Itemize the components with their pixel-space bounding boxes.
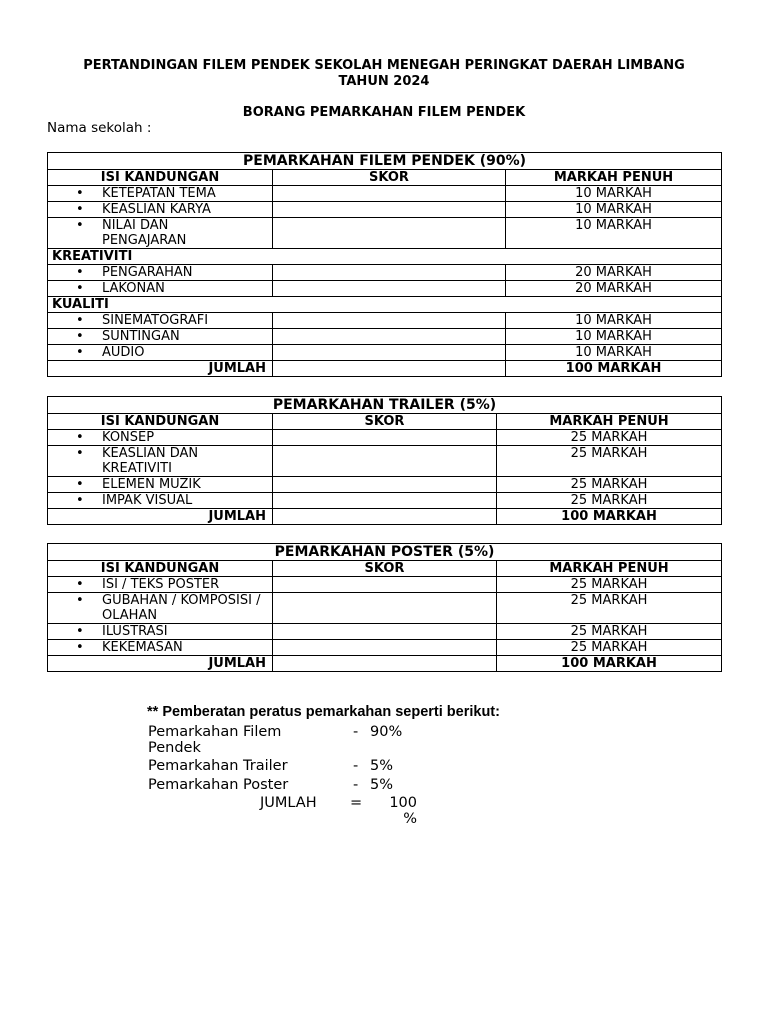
full-mark: 25 MARKAH xyxy=(497,430,722,446)
trailer-table xyxy=(47,396,722,525)
full-mark: 10 MARKAH xyxy=(506,218,722,249)
criterion-name: KEASLIAN DAN KREATIVITI xyxy=(102,446,199,476)
poster-table xyxy=(47,543,722,672)
weight-total-value: 100 % xyxy=(389,795,417,827)
bullet-icon: • xyxy=(76,624,84,639)
full-mark: 25 MARKAH xyxy=(497,593,722,624)
document-title xyxy=(40,58,728,90)
table-row xyxy=(48,624,722,640)
bullet-icon: • xyxy=(76,446,84,461)
table-row xyxy=(48,329,722,345)
criterion-name: KONSEP xyxy=(102,430,155,445)
bullet-icon: • xyxy=(76,186,84,201)
bullet-icon: • xyxy=(76,593,84,608)
total-mark: 100 MARKAH xyxy=(497,656,722,672)
weight-total-equals: = xyxy=(350,795,363,811)
column-header-markah: MARKAH PENUH xyxy=(497,561,722,577)
column-header-skor: SKOR xyxy=(273,414,497,430)
criterion-name: ELEMEN MUZIK xyxy=(102,477,201,492)
score-cell[interactable] xyxy=(273,477,497,493)
table-row xyxy=(48,313,722,329)
column-header-isi: ISI KANDUNGAN xyxy=(48,170,273,186)
bullet-icon: • xyxy=(76,313,84,328)
score-cell[interactable] xyxy=(273,329,506,345)
weight-label: Pemarkahan Trailer xyxy=(148,758,288,774)
weight-label: Pemarkahan Poster xyxy=(148,777,289,793)
criterion-name: PENGARAHAN xyxy=(102,265,193,280)
score-cell[interactable] xyxy=(273,313,506,329)
weight-separator: - xyxy=(353,758,359,774)
full-mark: 25 MARKAH xyxy=(497,477,722,493)
column-header-skor: SKOR xyxy=(273,561,497,577)
table-row xyxy=(48,493,722,509)
bullet-icon: • xyxy=(76,202,84,217)
table-row xyxy=(48,430,722,446)
table-row xyxy=(48,218,722,249)
weight-total xyxy=(260,795,417,827)
full-mark: 10 MARKAH xyxy=(506,329,722,345)
column-header-skor: SKOR xyxy=(273,170,506,186)
score-cell[interactable] xyxy=(273,202,506,218)
score-cell[interactable] xyxy=(273,624,497,640)
weight-total-label: JUMLAH xyxy=(260,795,317,811)
criterion-name: SINEMATOGRAFI xyxy=(102,313,209,328)
criterion-name: SUNTINGAN xyxy=(102,329,180,344)
full-mark: 20 MARKAH xyxy=(506,281,722,297)
full-mark: 25 MARKAH xyxy=(497,624,722,640)
total-score-cell[interactable] xyxy=(273,656,497,672)
bullet-icon: • xyxy=(76,493,84,508)
bullet-icon: • xyxy=(76,477,84,492)
total-mark: 100 MARKAH xyxy=(497,509,722,525)
table-row xyxy=(48,281,722,297)
full-mark: 10 MARKAH xyxy=(506,345,722,361)
criterion-name: ILUSTRASI xyxy=(102,624,168,639)
table-row xyxy=(48,640,722,656)
criterion-name: GUBAHAN / KOMPOSISI / OLAHAN xyxy=(102,593,261,623)
score-cell[interactable] xyxy=(273,281,506,297)
score-cell[interactable] xyxy=(273,218,506,249)
total-label: JUMLAH xyxy=(48,509,273,525)
document-subtitle: BORANG PEMARKAHAN FILEM PENDEK xyxy=(242,105,526,120)
table-row xyxy=(48,202,722,218)
section-label-kualiti: KUALITI xyxy=(48,297,722,313)
score-cell[interactable] xyxy=(273,430,497,446)
section-label-kreativiti: KREATIVITI xyxy=(48,249,722,265)
weight-value: 90% xyxy=(370,724,403,740)
criterion-name: NILAI DAN PENGAJARAN xyxy=(102,218,187,248)
column-header-isi: ISI KANDUNGAN xyxy=(48,561,273,577)
table-caption: PEMARKAHAN POSTER (5%) xyxy=(48,544,722,561)
criterion-name: KEKEMASAN xyxy=(102,640,183,655)
table-row xyxy=(48,593,722,624)
title-line-2: TAHUN 2024 xyxy=(338,74,430,89)
total-mark: 100 MARKAH xyxy=(506,361,722,377)
full-mark: 25 MARKAH xyxy=(497,577,722,593)
bullet-icon: • xyxy=(76,281,84,296)
full-mark: 25 MARKAH xyxy=(497,446,722,477)
weight-separator: - xyxy=(353,777,359,793)
full-mark: 10 MARKAH xyxy=(506,313,722,329)
criterion-name: KEASLIAN KARYA xyxy=(102,202,211,217)
score-cell[interactable] xyxy=(273,640,497,656)
score-cell[interactable] xyxy=(273,577,497,593)
criterion-name: AUDIO xyxy=(102,345,145,360)
full-mark: 10 MARKAH xyxy=(506,202,722,218)
bullet-icon: • xyxy=(76,265,84,280)
column-header-isi: ISI KANDUNGAN xyxy=(48,414,273,430)
full-mark: 10 MARKAH xyxy=(506,186,722,202)
criterion-name: ISI / TEKS POSTER xyxy=(102,577,220,592)
table-caption: PEMARKAHAN FILEM PENDEK (90%) xyxy=(48,153,722,170)
weight-label: Pemarkahan Filem Pendek xyxy=(148,724,282,756)
total-score-cell[interactable] xyxy=(273,509,497,525)
bullet-icon: • xyxy=(76,640,84,655)
score-cell[interactable] xyxy=(273,493,497,509)
score-cell[interactable] xyxy=(273,265,506,281)
bullet-icon: • xyxy=(76,577,84,592)
total-row xyxy=(48,656,722,672)
criterion-name: KETEPATAN TEMA xyxy=(102,186,216,201)
full-mark: 25 MARKAH xyxy=(497,640,722,656)
table-row xyxy=(48,345,722,361)
table-row xyxy=(48,446,722,477)
score-cell[interactable] xyxy=(273,345,506,361)
score-cell[interactable] xyxy=(273,446,497,477)
total-row xyxy=(48,361,722,377)
table-row xyxy=(48,265,722,281)
weight-value: 5% xyxy=(370,758,394,774)
full-mark: 25 MARKAH xyxy=(497,493,722,509)
column-header-markah: MARKAH PENUH xyxy=(506,170,722,186)
table-row xyxy=(48,186,722,202)
weight-separator: - xyxy=(353,724,359,740)
full-mark: 20 MARKAH xyxy=(506,265,722,281)
criterion-name: LAKONAN xyxy=(102,281,165,296)
table-caption: PEMARKAHAN TRAILER (5%) xyxy=(48,397,722,414)
title-line-1: PERTANDINGAN FILEM PENDEK SEKOLAH MENEGAH PERINGKAT DAERAH LIMBANG xyxy=(83,58,685,73)
weight-value: 5% xyxy=(370,777,394,793)
total-score-cell[interactable] xyxy=(273,361,506,377)
bullet-icon: • xyxy=(76,218,84,233)
total-row xyxy=(48,509,722,525)
bullet-icon: • xyxy=(76,430,84,445)
criterion-name: IMPAK VISUAL xyxy=(102,493,193,508)
bullet-icon: • xyxy=(76,345,84,360)
total-label: JUMLAH xyxy=(48,656,273,672)
column-header-markah: MARKAH PENUH xyxy=(497,414,722,430)
table-row xyxy=(48,577,722,593)
total-label: JUMLAH xyxy=(48,361,273,377)
school-name-label: Nama sekolah : xyxy=(47,120,152,136)
score-cell[interactable] xyxy=(273,186,506,202)
filem-pendek-table xyxy=(47,152,722,377)
table-row xyxy=(48,477,722,493)
bullet-icon: • xyxy=(76,329,84,344)
score-cell[interactable] xyxy=(273,593,497,624)
weighting-note: ** Pemberatan peratus pemarkahan seperti berikut: xyxy=(147,704,500,720)
